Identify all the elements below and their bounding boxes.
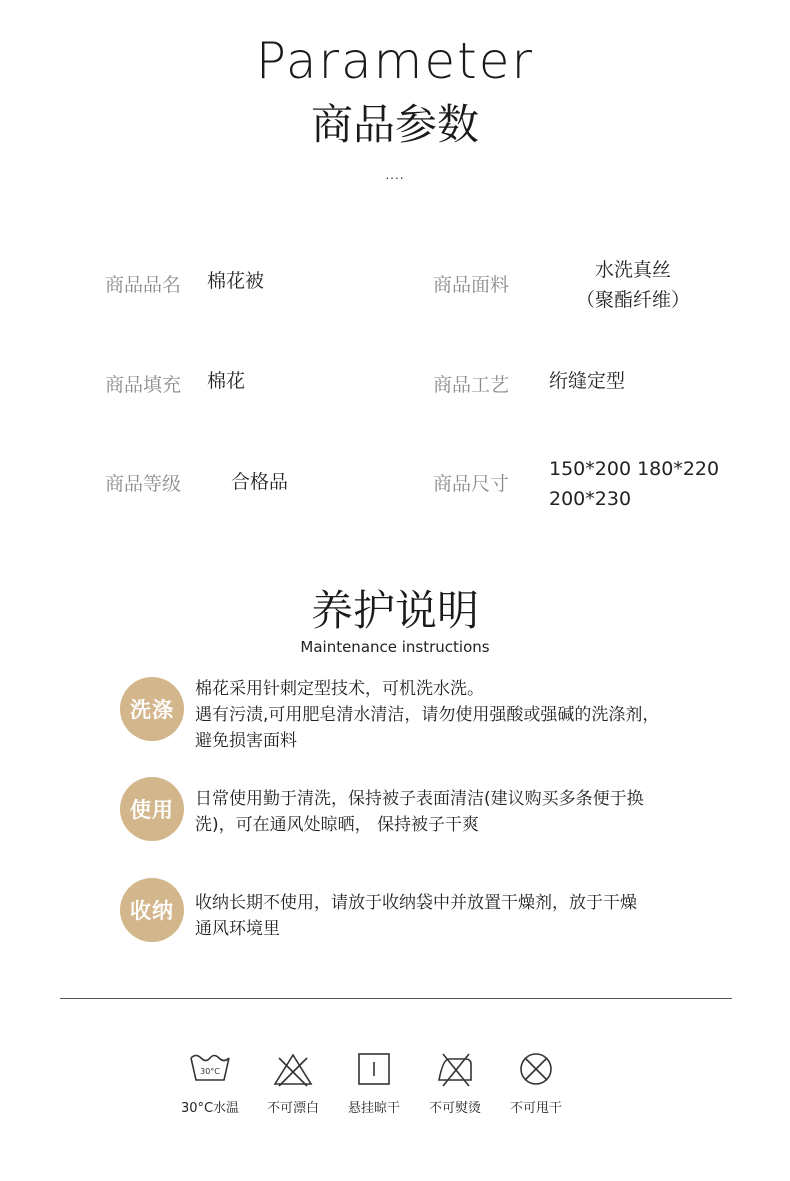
wash-30-icon xyxy=(188,1050,232,1090)
param-label: 商品面料 xyxy=(433,274,510,296)
wash-icon-label: 不可熨烫 xyxy=(428,1101,481,1116)
param-value: 棉花 xyxy=(207,370,246,392)
care-text-use xyxy=(195,786,715,838)
param-value: 绗缝定型 xyxy=(549,370,626,392)
param-value-line: 200*230 xyxy=(549,488,632,510)
no-bleach-icon xyxy=(271,1050,315,1090)
param-label: 商品填充 xyxy=(105,374,182,396)
care-line: 通风环境里 xyxy=(195,919,280,939)
wash-icon-label: 不可甩干 xyxy=(509,1101,562,1116)
care-badge-wash: 洗涤 xyxy=(120,677,184,741)
wash-temp-label: 30°C xyxy=(200,1067,220,1076)
care-line: 遇有污渍,可用肥皂清水清洁，请勿使用强酸或强碱的洗涤剂， xyxy=(195,705,660,725)
section-divider xyxy=(60,998,732,999)
care-badge-storage: 收纳 xyxy=(120,878,184,942)
care-title: 养护说明 xyxy=(310,586,479,635)
param-label: 商品工艺 xyxy=(433,374,510,396)
title-decoration: .... xyxy=(385,168,405,182)
care-badge-use: 使用 xyxy=(120,777,184,841)
no-tumble-dry-icon xyxy=(514,1050,558,1090)
care-line: 棉花采用针刺定型技术，可机洗水洗。 xyxy=(195,679,484,699)
param-value-line: （聚酯纤维） xyxy=(575,289,690,311)
wash-icon-label: 不可漂白 xyxy=(266,1101,319,1116)
care-text-wash xyxy=(195,676,715,754)
no-iron-icon xyxy=(433,1050,477,1090)
param-label: 商品尺寸 xyxy=(433,473,510,495)
care-line: 收纳长期不使用，请放于收纳袋中并放置干燥剂，放于干燥 xyxy=(195,893,637,913)
param-value-line: 150*200 180*220 xyxy=(549,458,720,480)
page-title-en: Parameter xyxy=(255,32,535,90)
care-line: 洗)，可在通风处晾晒， 保持被子干爽 xyxy=(195,815,480,835)
param-value: 合格品 xyxy=(231,471,289,493)
care-line: 避免损害面料 xyxy=(195,731,297,751)
wash-icon-label: 悬挂晾干 xyxy=(347,1101,400,1116)
param-value: 棉花被 xyxy=(207,270,265,292)
param-value xyxy=(549,454,719,514)
param-label: 商品品名 xyxy=(105,274,182,296)
param-value xyxy=(548,255,718,315)
care-subtitle: Maintenance instructions xyxy=(300,638,490,656)
care-text-storage xyxy=(195,890,715,942)
param-value-line: 水洗真丝 xyxy=(594,259,671,281)
line-dry-icon xyxy=(352,1050,396,1090)
page-title-zh: 商品参数 xyxy=(310,100,479,149)
wash-icon-label: 30°C水温 xyxy=(180,1101,240,1116)
care-line: 日常使用勤于清洗，保持被子表面清洁(建议购买多条便于换 xyxy=(195,789,644,809)
param-label: 商品等级 xyxy=(105,473,182,495)
